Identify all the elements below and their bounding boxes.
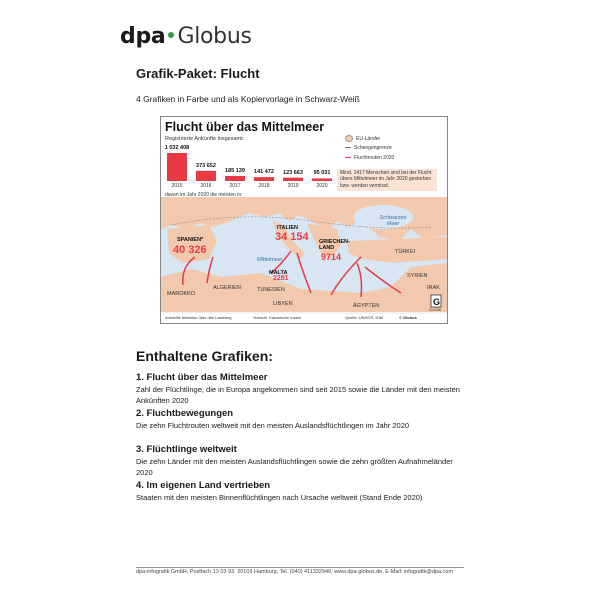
bar-value-2020: 95 031 (313, 170, 331, 177)
legend-eu (345, 135, 380, 142)
bar-year-2016: 2016 (200, 183, 212, 189)
globus-g-letter: G (433, 297, 441, 307)
item-3-title: 3. Flüchtlinge weltweit (136, 444, 237, 455)
bar-2018 (254, 177, 274, 181)
info-title: Flucht über das Mittelmeer (165, 120, 325, 134)
bar-year-2018: 2018 (258, 183, 270, 189)
bar-2019 (283, 178, 303, 181)
label-tunisia: TUNESIEN (257, 287, 285, 293)
label-black-sea: Schwarzes Meer (379, 215, 407, 228)
item-2-title: 2. Fluchtbewegungen (136, 408, 234, 419)
bar-value-2015: 1 032 408 (164, 145, 190, 151)
bar-year-2020: 2020 (316, 183, 328, 189)
bar-value-2017: 185 139 (225, 167, 245, 174)
value-greece: 9714 (321, 252, 342, 262)
package-title: Grafik-Paket: Flucht (136, 66, 260, 81)
country-spain: SPANIEN* (177, 237, 204, 243)
infographic-mittelmeer (160, 116, 448, 324)
bar-year-2019: 2019 (287, 183, 299, 189)
davon-label: davon im Jahr 2020 die meisten in: (165, 192, 243, 198)
footer-contact: dpa-infografik GmbH, Postfach 13 03 93, 20103 Hamburg, Tel. (040) 411332940, www.dpa-globus.de, E-Mail: infografik@dpa.com (136, 569, 453, 575)
section-title: Enthaltene Grafiken: (136, 348, 273, 364)
bar-2016 (196, 171, 216, 181)
country-italy: ITALIEN (277, 225, 298, 231)
value-italy: 34 154 (275, 231, 309, 243)
bar-value-2016: 373 652 (196, 162, 216, 169)
legend-routes-label: Fluchtrouten 2020 (354, 155, 395, 161)
label-algeria: ALGERIEN (213, 285, 241, 291)
item-3-desc: Die zehn Länder mit den meisten Auslandsflüchtlingen sowie die zehn größten Aufnahmeländer 2020 (136, 457, 453, 477)
label-turkey: TÜRKEI (395, 249, 416, 255)
logo-globus: Globus (177, 24, 252, 49)
legend-routes (345, 155, 394, 161)
footnote-a: Ankünfte teilweise über den Landweg (165, 315, 232, 320)
item-1-title: 1. Flucht über das Mittelmeer (136, 372, 268, 383)
footer-divider (136, 567, 464, 568)
death-note: Mind. 1417 Menschen sind bei der Flucht übers Mittelmeer im Jahr 2020 gestorben bzw. werden vermisst. (337, 169, 437, 191)
bar-value-2018: 141 472 (254, 169, 274, 176)
legend-eu-label: EU-Länder (356, 135, 381, 142)
dpa-globus-logo (120, 24, 252, 49)
bar-value-2019: 123 663 (283, 169, 303, 176)
value-spain: 40 326 (173, 244, 207, 256)
bar-2017 (225, 176, 245, 181)
label-morocco: MAROKKO (167, 291, 196, 297)
footnote-code: 014768 (429, 308, 441, 312)
bar-2020 (312, 178, 332, 181)
label-syria: SYRIEN (407, 273, 428, 279)
footnote-b: *einschl. Kanarische Inseln (253, 315, 302, 320)
item-4-title: 4. Im eigenen Land vertrieben (136, 480, 271, 491)
label-egypt: ÄGYPTEN (353, 303, 380, 309)
label-iraq: IRAK (427, 285, 440, 291)
value-malta: 2281 (273, 275, 289, 282)
label-libya: LIBYEN (273, 301, 293, 307)
package-subtitle: 4 Grafiken in Farbe und als Kopiervorlage in Schwarz-Weiß (136, 94, 360, 104)
legend-schengen-swatch (345, 147, 351, 148)
bar-2015 (167, 153, 187, 181)
footnote-source: Quelle: UNHCR, IOM (345, 315, 384, 320)
logo-dot (168, 32, 174, 38)
bar-year-2015: 2015 (171, 183, 183, 189)
legend-routes-swatch (345, 157, 351, 158)
country-malta: MALTA (269, 270, 288, 276)
label-med: Mittelmeer (257, 257, 283, 263)
logo-dpa: dpa (120, 24, 166, 49)
item-1-desc: Zahl der Flüchtlinge, die in Europa angekommen sind seit 2015 sowie die Länder mit den meisten Ankünften 2020 (136, 385, 460, 405)
legend-schengen-label: Schengengrenze (354, 145, 392, 151)
bar-year-2017: 2017 (229, 183, 241, 189)
item-4-desc: Staaten mit den meisten Binnenflüchtlingen nach Ursache weltweit (Stand Ende 2020) (136, 493, 423, 502)
legend-eu-swatch (345, 135, 353, 142)
footnote-brand: © Globus (399, 315, 417, 320)
item-2-desc: Die zehn Fluchtrouten weltweit mit den meisten Auslandsflüchtlingen im Jahr 2020 (136, 421, 410, 430)
country-greece: GRIECHEN-LAND (319, 239, 350, 252)
legend-schengen (345, 145, 392, 151)
info-subtitle: Registrierte Ankünfte insgesamt: (165, 136, 245, 142)
